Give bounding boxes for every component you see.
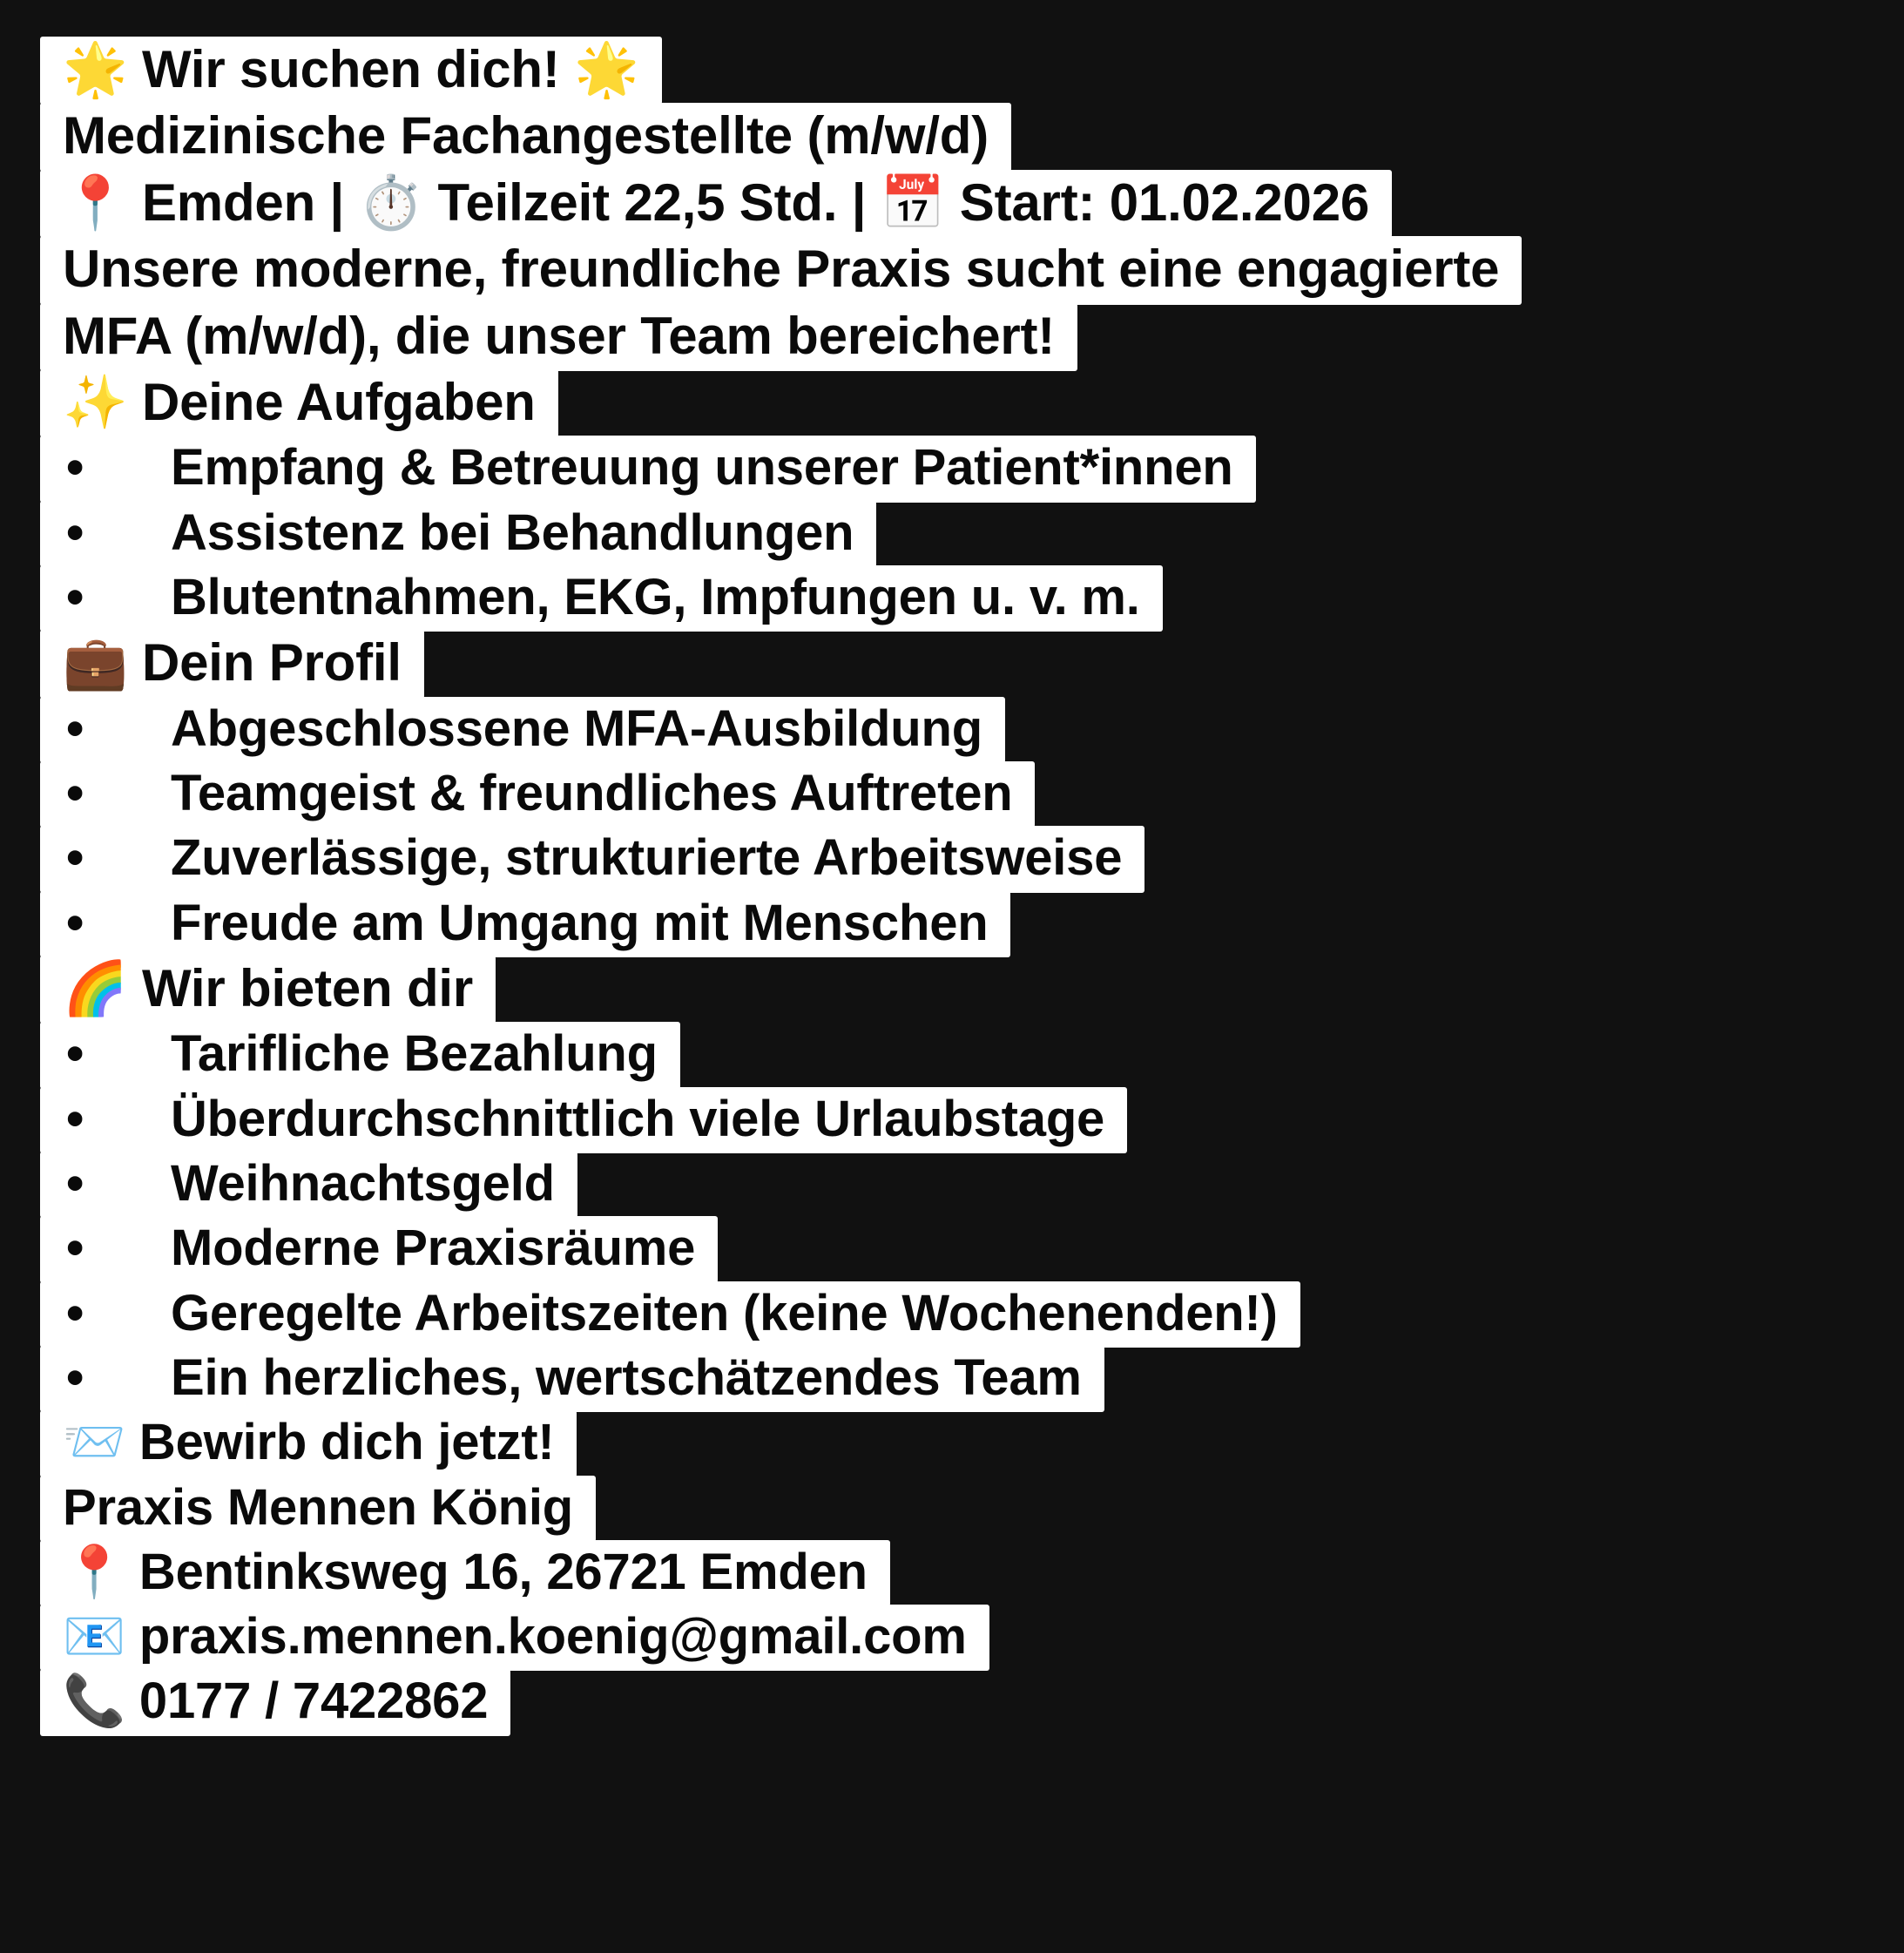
list-item [40,501,876,567]
list-item [40,1022,680,1088]
section-title-text: Wir bieten dir [142,958,474,1017]
bullet-dot: • [66,503,84,561]
header-block [40,37,1864,371]
bullet-dot: • [66,1154,84,1212]
bullet-list-benefits [40,1022,1864,1412]
cta-bewirb-dich-jetzt: 📨 Bewirb dich jetzt! [40,1410,577,1477]
list-item-text: Ein herzliches, wertschätzendes Team [171,1348,1082,1406]
list-item [40,1087,1127,1153]
section-title-text: Deine Aufgaben [142,372,536,431]
intro-text-line-2: MFA (m/w/d), die unser Team bereichert! [40,303,1077,371]
list-item [40,1281,1300,1348]
bullet-dot: • [66,439,84,497]
bullet-dot: • [66,829,84,887]
bullet-dot: • [66,1090,84,1147]
sparkles-icon: ✨ [63,371,128,433]
practice-email[interactable]: 📧 praxis.mennen.koenig@gmail.com [40,1605,989,1671]
bullet-dot: • [66,1284,84,1341]
section-title-text: Dein Profil [142,633,402,693]
list-item [40,761,1035,828]
list-item-text: Weihnachtsgeld [171,1154,555,1212]
list-item-text: Blutentnahmen, EKG, Impfungen u. v. m. [171,568,1140,625]
bullet-dot: • [66,1220,84,1277]
list-item-text: Teamgeist & freundliches Auftreten [171,764,1013,821]
briefcase-icon: 💼 [63,632,128,694]
bullet-dot: • [66,568,84,625]
list-item-text: Überdurchschnittlich viele Urlaubstage [171,1090,1105,1147]
bullet-dot: • [66,1025,84,1083]
list-item [40,826,1144,892]
list-item [40,1346,1104,1412]
list-item-text: Tarifliche Bezahlung [171,1025,658,1083]
rainbow-icon: 🌈 [63,957,128,1019]
job-meta-location-hours-start: 📍 Emden | ⏱️ Teilzeit 22,5 Std. | 📅 Start: 01.02.2026 [40,170,1392,238]
bullet-dot: • [66,894,84,951]
contact-block [40,1410,1864,1736]
bullet-list-profil [40,697,1864,957]
section-deine-aufgaben [40,369,1864,632]
list-item [40,565,1163,632]
list-item [40,891,1010,957]
list-item [40,1216,718,1282]
section-heading-dein-profil [40,630,424,698]
practice-name: Praxis Mennen König [40,1476,596,1542]
list-item-text: Abgeschlossene MFA-Ausbildung [171,699,982,757]
list-item-text: Zuverlässige, strukturierte Arbeitsweise [171,829,1123,887]
headline-wir-suchen-dich: 🌟 Wir suchen dich! 🌟 [40,37,662,105]
section-wir-bieten-dir [40,956,1864,1412]
section-dein-profil [40,630,1864,957]
list-item-text: Freude am Umgang mit Menschen [171,894,989,951]
list-item [40,1152,577,1218]
intro-text-line-1: Unsere moderne, freundliche Praxis sucht eine engagierte [40,236,1522,304]
bullet-dot: • [66,764,84,821]
list-item-text: Empfang & Betreuung unserer Patient*innen [171,439,1233,497]
section-heading-deine-aufgaben [40,369,558,437]
section-heading-wir-bieten-dir [40,956,496,1024]
list-item-text: Moderne Praxisräume [171,1220,696,1277]
list-item-text: Geregelte Arbeitszeiten (keine Wochenenden!) [171,1284,1278,1341]
bullet-dot: • [66,1348,84,1406]
bullet-dot: • [66,699,84,757]
bullet-list-aufgaben [40,436,1864,632]
practice-phone[interactable]: 📞 0177 / 7422862 [40,1669,510,1735]
list-item [40,436,1256,502]
job-title: Medizinische Fachangestellte (m/w/d) [40,103,1011,171]
list-item-text: Assistenz bei Behandlungen [171,503,854,561]
practice-address: 📍 Bentinksweg 16, 26721 Emden [40,1540,890,1606]
list-item [40,697,1005,763]
